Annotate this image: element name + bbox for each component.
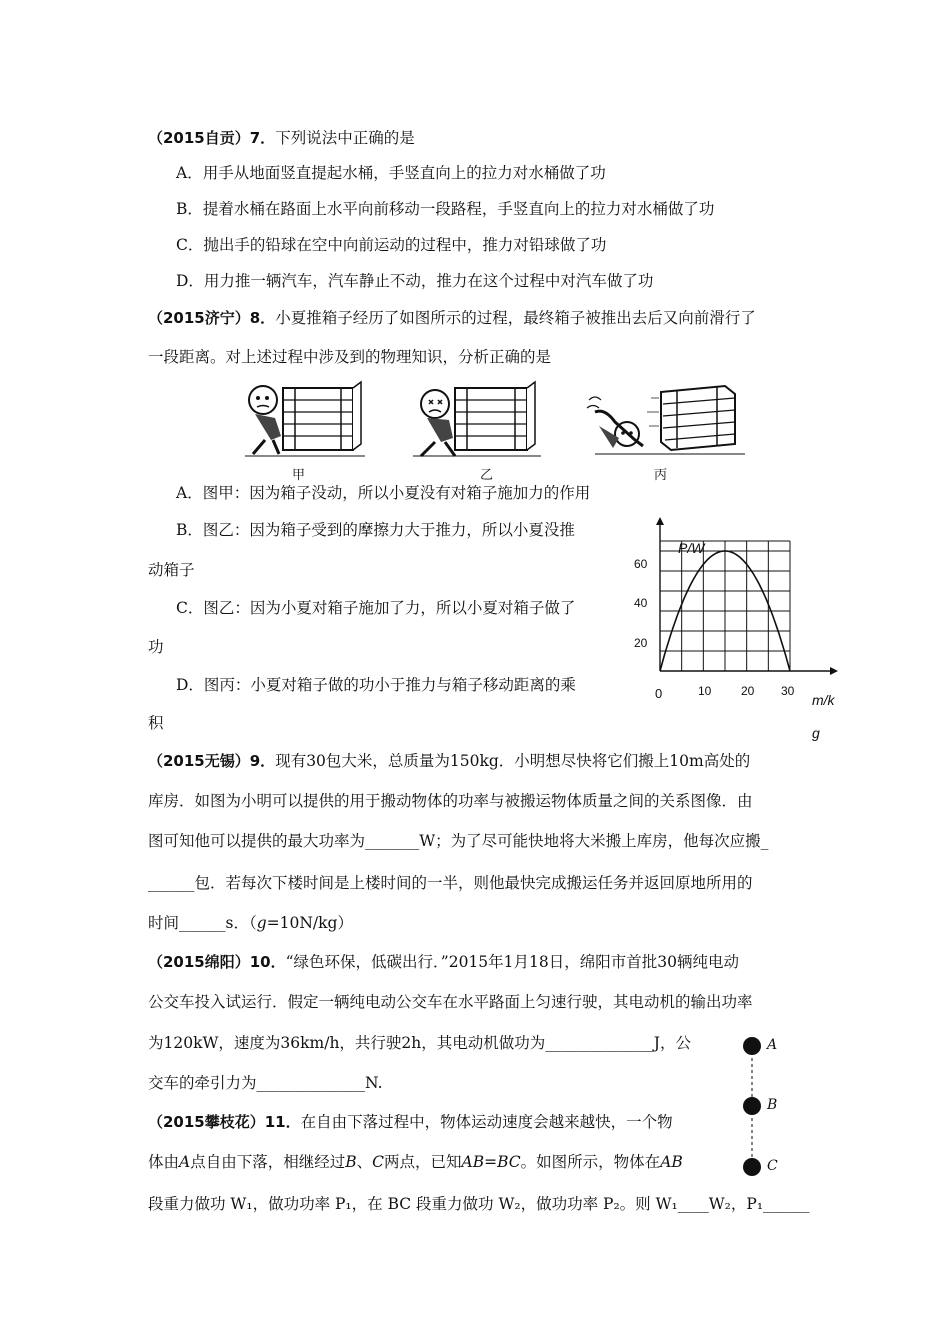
q7-number: 7． xyxy=(249,129,276,147)
q10-number: 10． xyxy=(249,953,286,971)
q9-g-symbol: g xyxy=(256,914,267,932)
x-tick-0: 0 xyxy=(655,686,663,701)
q9-number: 9． xyxy=(249,752,276,770)
x-axis-label: m/kg xyxy=(812,692,835,741)
q7-option-c: C．抛出手的铅球在空中向前运动的过程中，推力对铅球做了功 xyxy=(176,236,607,254)
ball-b xyxy=(743,1097,761,1115)
q10-line3: 为120kW，速度为36km/h，共行驶2h，其电动机做功为______________J，公 xyxy=(148,1034,691,1052)
figure-label-yi: 乙 xyxy=(480,468,494,483)
q9-line1: 现有30包大米，总质量为150kg．小明想尽快将它们搬上10m高处的 xyxy=(275,752,751,770)
q8-option-d-line2: 积 xyxy=(148,714,164,732)
q8-option-c-line1: C．图乙：因为小夏对箱子施加了力，所以小夏对箱子做了 xyxy=(176,599,576,617)
q9-line5 xyxy=(148,912,353,934)
ball-a xyxy=(743,1037,761,1055)
q8-stem-line2: 一段距离。对上述过程中涉及到的物理知识，分析正确的是 xyxy=(148,348,552,366)
x-axis-arrow xyxy=(830,667,838,675)
q11-line3: 段重力做功 W₁，做功功率 P₁，在 BC 段重力做功 W₂，做功功率 P₂。则 W₁____W₂，P₁______ xyxy=(148,1195,810,1213)
q11-text: 点自由下落，相继经过 xyxy=(190,1153,346,1171)
x-tick-20: 20 xyxy=(741,684,755,698)
panel-jia-drawing xyxy=(245,382,365,456)
q9-source: （2015无锡） xyxy=(148,752,250,770)
point-b-label: B xyxy=(767,1097,778,1113)
q7-option-a: A．用手从地面竖直提起水桶，手竖直向上的拉力对水桶做了功 xyxy=(176,164,606,182)
q11-text: = xyxy=(484,1153,498,1171)
q7-stem: 下列说法中正确的是 xyxy=(275,129,415,147)
q9-line5-b: =10N/kg） xyxy=(266,914,353,932)
q8-source: （2015济宁） xyxy=(148,309,250,327)
q11-line1: 在自由下落过程中，物体运动速度会越来越快，一个物 xyxy=(300,1113,673,1131)
q10-line4: 交车的牵引力为______________N. xyxy=(148,1074,383,1092)
box-push-illustration xyxy=(235,378,755,460)
ball-c xyxy=(743,1158,761,1176)
q10-line1: “绿色环保，低碳出行．”2015年1月18日，绵阳市首批30辆纯电动 xyxy=(285,953,739,971)
q8-option-c-line2: 功 xyxy=(148,638,164,656)
q7-option-d: D．用力推一辆汽车，汽车静止不动，推力在这个过程中对汽车做了功 xyxy=(176,272,654,290)
point-c-label: C xyxy=(767,1158,778,1174)
q7-source: （2015自贡） xyxy=(148,129,250,147)
q11-text: 、 xyxy=(356,1153,373,1171)
q7-header xyxy=(148,127,415,149)
q11-var-ab: AB xyxy=(461,1153,485,1171)
figure-label-jia: 甲 xyxy=(292,468,306,483)
q11-var-c: C xyxy=(372,1153,385,1171)
q10-line2: 公交车投入试运行．假定一辆纯电动公交车在水平路面上匀速行驶，其电动机的输出功率 xyxy=(148,993,753,1011)
y-tick-40: 40 xyxy=(634,596,648,610)
y-tick-60: 60 xyxy=(634,557,648,571)
q11-text: 。如图所示，物体在 xyxy=(520,1153,661,1171)
q11-header xyxy=(148,1111,673,1133)
q11-var-b: B xyxy=(345,1153,357,1171)
y-tick-20: 20 xyxy=(634,636,648,650)
x-tick-30: 30 xyxy=(781,684,795,698)
q10-header xyxy=(148,951,739,973)
q9-line3: 图可知他可以提供的最大功率为_______W；为了尽可能快地将大米搬上库房，他每次应搬_ xyxy=(148,832,769,850)
q9-line4: ______包．若每次下楼时间是上楼时间的一半，则他最快完成搬运任务并返回原地所用的 xyxy=(148,874,753,892)
q8-option-d-line1: D．图丙：小夏对箱子做的功小于推力与箱子移动距离的乘 xyxy=(176,676,576,694)
y-axis-label: P/W xyxy=(678,540,705,556)
q11-var-a: A xyxy=(179,1153,191,1171)
q8-option-a: A．图甲：因为箱子没动，所以小夏没有对箱子施加力的作用 xyxy=(176,484,591,502)
q11-source: （2015攀枝花） xyxy=(148,1113,265,1131)
x-tick-10: 10 xyxy=(698,684,712,698)
q8-option-b-line1: B．图乙：因为箱子受到的摩擦力大于推力，所以小夏没推 xyxy=(176,521,575,539)
q11-text: 两点，已知 xyxy=(384,1153,462,1171)
figure-label-bing: 丙 xyxy=(654,468,668,483)
q9-line5-a: 时间______s．（ xyxy=(148,914,257,932)
q10-source: （2015绵阳） xyxy=(148,953,250,971)
q8-option-b-line2: 动箱子 xyxy=(148,561,195,579)
panel-yi-drawing xyxy=(413,382,541,456)
q8-number: 8． xyxy=(249,309,276,327)
q9-line2: 库房．如图为小明可以提供的用于搬动物体的功率与被搬运物体质量之间的关系图像．由 xyxy=(148,792,753,810)
q11-line2 xyxy=(148,1151,683,1173)
q11-text: 体由 xyxy=(148,1153,180,1171)
chart-grid xyxy=(660,541,790,671)
point-a-label: A xyxy=(767,1037,778,1053)
q9-header xyxy=(148,750,750,772)
q7-option-b: B．提着水桶在路面上水平向前移动一段路程，手竖直向上的拉力对水桶做了功 xyxy=(176,200,715,218)
q11-var-ab2: AB xyxy=(660,1153,683,1171)
q8-stem-line1: 小夏推箱子经历了如图所示的过程，最终箱子被推出去后又向前滑行了 xyxy=(275,309,756,327)
y-axis-arrow xyxy=(656,517,664,525)
panel-bing-drawing xyxy=(587,386,745,454)
q11-number: 11． xyxy=(264,1113,301,1131)
q11-var-bc: BC xyxy=(497,1153,521,1171)
q8-header xyxy=(148,307,756,329)
